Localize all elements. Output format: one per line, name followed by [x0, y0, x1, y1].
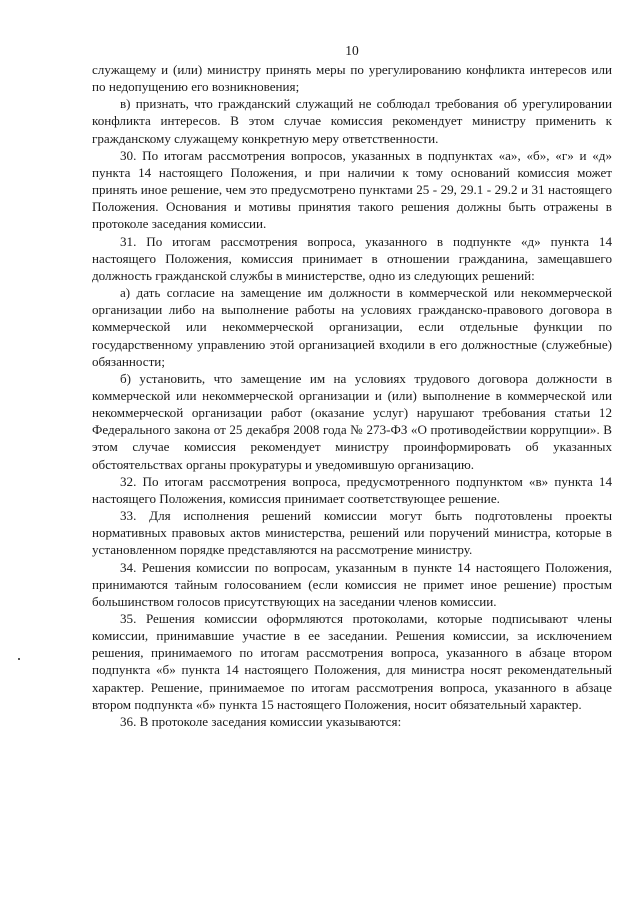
paragraph-32: 32. По итогам рассмотрения вопроса, предусмотренного подпунктом «в» пункта 14 настоящего Положения, комиссия принимает соответствующее решение. [92, 473, 612, 506]
paragraph-36: 36. В протоколе заседания комиссии указываются: [120, 713, 402, 729]
paragraph-31: 31. По итогам рассмотрения вопроса, указанного в подпункте «д» пункта 14 настоящего Положения, комиссия принимает в отношении гражданина, замещавшего должность гражданской службы в министерстве, одно из следующих решений: [92, 233, 612, 283]
page-number: 10 [345, 43, 359, 58]
scan-speck [18, 658, 20, 660]
paragraph-35: 35. Решения комиссии оформляются протоколами, которые подписывают члены комиссии, принимавшие участие в ее заседании. Решения комиссии, за исключением решения, принимаемого по итогам рассмотрения вопроса, указанного в абзаце втором подпункта «б» пункта 14 настоящего Положения, для министра носят рекомендательный характер. Решение, принимаемое по итогам рассмотрения вопроса, указанного в абзаце втором подпункта «б» пункта 15 настоящего Положения, носит обязательный характер. [92, 611, 612, 712]
document-page [92, 42, 612, 730]
paragraph-31-a: а) дать согласие на замещение им должности в коммерческой или некоммерческой организации либо на выполнение работы на условиях гражданско-правового договора в коммерческой или некоммерческой организации, если отдельные функции по государственному управлению этой организацией входили в его должностные (служебные) обязанности; [92, 285, 612, 369]
paragraph-33: 33. Для исполнения решений комиссии могут быть подготовлены проекты нормативных правовых актов министерства, решений или поручений министра, которые в установленном порядке представляются на рассмотрение министру. [92, 508, 612, 558]
paragraph-34: 34. Решения комиссии по вопросам, указанным в пункте 14 настоящего Положения, принимаются тайным голосованием (если комиссия не примет иное решение) простым большинством голосов присутствующих на заседании членов комиссии. [92, 559, 612, 609]
paragraph-30: 30. По итогам рассмотрения вопросов, указанных в подпунктах «а», «б», «г» и «д» пункта 14 настоящего Положения, и при наличии к тому оснований комиссия может принять иное решение, чем это предусмотрено пунктами 25 - 29, 29.1 - 29.2 и 31 настоящего Положения. Основания и мотивы принятия такого решения должны быть отражены в протоколе заседания комиссии. [92, 147, 612, 232]
paragraph-continuation: служащему и (или) министру принять меры по урегулированию конфликта интересов или по недопущению его возникновения; [92, 62, 612, 95]
paragraph-item-v: в) признать, что гражданский служащий не соблюдал требования об урегулировании конфликта интересов. В этом случае комиссия рекомендует министру применить к гражданскому служащему конкретную меру ответственности. [92, 96, 612, 146]
paragraph-31-b: б) установить, что замещение им на условиях трудового договора должности в коммерческой или некоммерческой организации и (или) выполнение в коммерческой или некоммерческой организации работ (оказание услуг) нарушают требования статьи 12 Федерального закона от 25 декабря 2008 года № 273-ФЗ «О противодействии коррупции». В этом случае комиссия рекомендует министру проинформировать об указанных обстоятельствах органы прокуратуры и уведомившую организацию. [92, 370, 612, 472]
